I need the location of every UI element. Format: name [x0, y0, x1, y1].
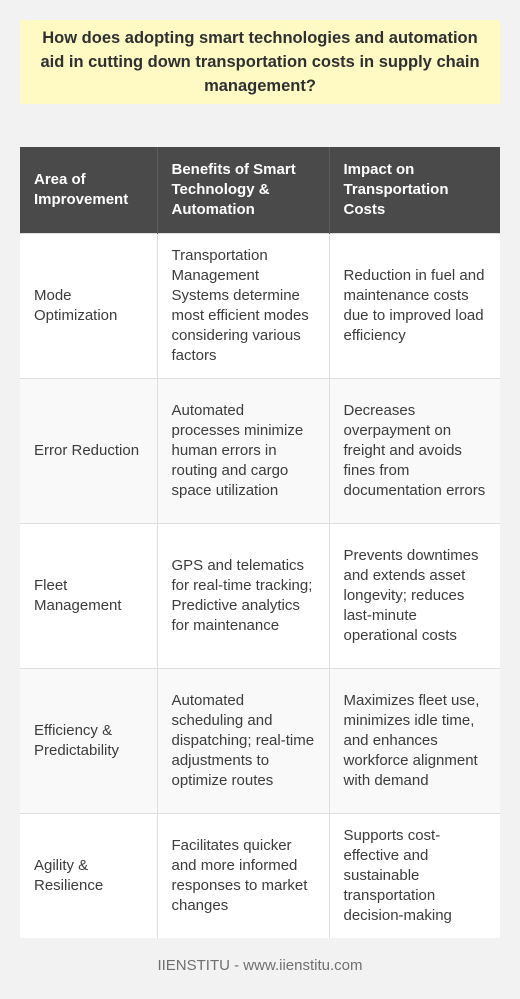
table-row [20, 669, 500, 814]
cell-benefits: Transportation Management Systems determine most efficient modes considering various factors [157, 234, 329, 379]
cell-area: Fleet Management [20, 524, 157, 669]
question-text: How does adopting smart technologies and automation aid in cutting down transportation costs in supply chain management? [40, 29, 480, 95]
cell-impact: Reduction in fuel and maintenance costs due to improved load efficiency [329, 234, 500, 379]
header-area: Area of Improvement [20, 147, 157, 234]
table-row [20, 234, 500, 379]
cell-impact: Prevents downtimes and extends asset longevity; reduces last-minute operational costs [329, 524, 500, 669]
cell-area: Efficiency & Predictability [20, 669, 157, 814]
footer-credit: IIENSTITU - www.iienstitu.com [157, 957, 363, 974]
cell-area: Agility & Resilience [20, 814, 157, 938]
cell-impact: Decreases overpayment on freight and avoids fines from documentation errors [329, 379, 500, 524]
cell-benefits: Facilitates quicker and more informed responses to market changes [157, 814, 329, 938]
cell-impact: Maximizes fleet use, minimizes idle time, and enhances workforce alignment with demand [329, 669, 500, 814]
cell-area: Mode Optimization [20, 234, 157, 379]
table-row [20, 379, 500, 524]
table-row [20, 814, 500, 938]
question-box [20, 20, 500, 104]
comparison-table [20, 147, 500, 938]
cell-impact: Supports cost-effective and sustainable transportation decision-making [329, 814, 500, 938]
cell-benefits: Automated scheduling and dispatching; real-time adjustments to optimize routes [157, 669, 329, 814]
table-header-row [20, 147, 500, 234]
cell-area: Error Reduction [20, 379, 157, 524]
table-row [20, 524, 500, 669]
cell-benefits: GPS and telematics for real-time tracking; Predictive analytics for maintenance [157, 524, 329, 669]
header-impact: Impact on Transportation Costs [329, 147, 500, 234]
cell-benefits: Automated processes minimize human errors in routing and cargo space utilization [157, 379, 329, 524]
header-benefits: Benefits of Smart Technology & Automation [157, 147, 329, 234]
